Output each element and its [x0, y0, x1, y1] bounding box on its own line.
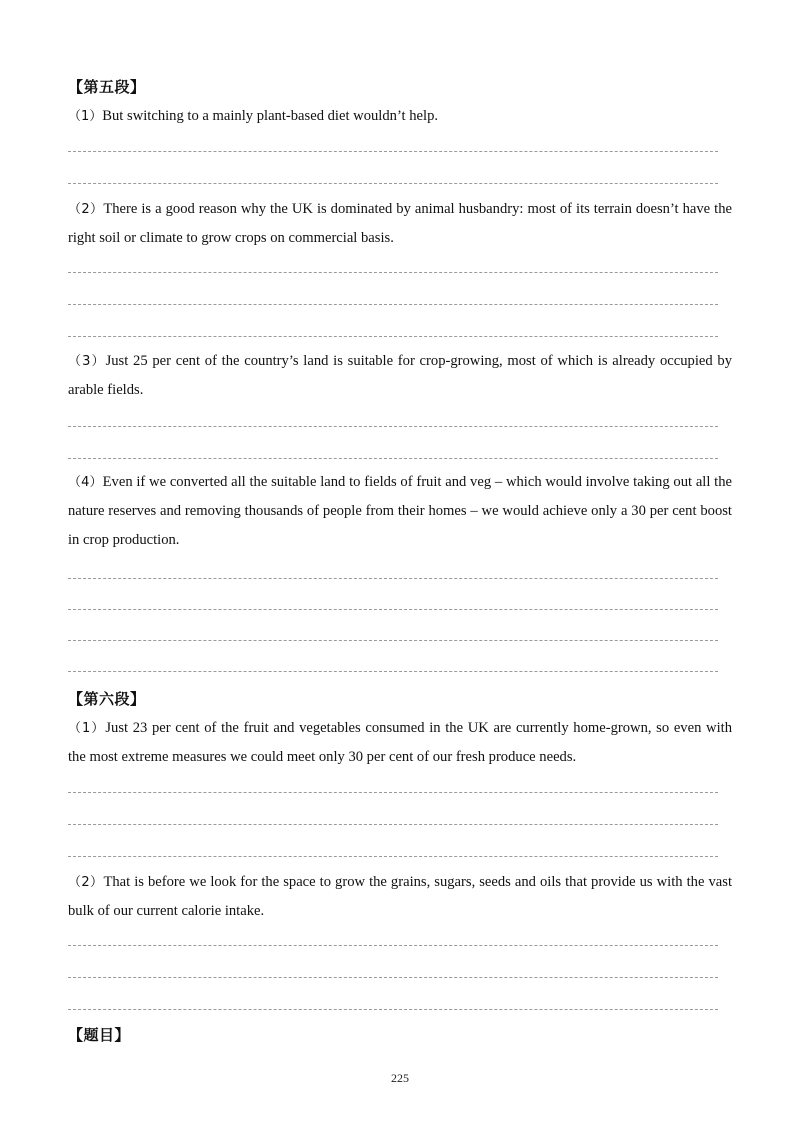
s5-sentence-4	[68, 468, 732, 555]
answer-line	[68, 183, 718, 184]
sentence-number: （1）	[68, 721, 106, 736]
answer-line	[68, 336, 718, 337]
answer-line	[68, 151, 718, 152]
answer-line	[68, 640, 718, 641]
section-6-heading: 【第六段】	[68, 690, 146, 708]
s6-sentence-2	[68, 868, 732, 926]
answer-line	[68, 824, 718, 825]
sentence-text: Just 23 per cent of the fruit and vegetables consumed in the UK are currently home-grown, so even with the most extreme measures we could meet only 30 per cent of our fresh produce needs.	[68, 720, 732, 765]
answer-line	[68, 671, 718, 672]
answer-line	[68, 458, 718, 459]
sentence-text: But switching to a mainly plant-based diet wouldn’t help.	[102, 108, 439, 124]
section-5-heading: 【第五段】	[68, 78, 146, 96]
answer-line	[68, 977, 718, 978]
sentence-number: （1）	[68, 109, 103, 124]
sentence-number: （2）	[68, 875, 104, 890]
sentence-text: There is a good reason why the UK is dominated by animal husbandry: most of its terrain doesn’t have the right soil or climate to grow crops on commercial basis.	[68, 201, 732, 246]
answer-line	[68, 856, 718, 857]
answer-line	[68, 304, 718, 305]
sentence-number: （3）	[68, 354, 106, 369]
answer-line	[68, 272, 718, 273]
answer-line	[68, 426, 718, 427]
page-number: 225	[391, 1071, 409, 1085]
s5-sentence-3	[68, 347, 732, 405]
question-heading: 【题目】	[68, 1026, 131, 1044]
s6-sentence-1	[68, 714, 732, 772]
answer-line	[68, 1009, 718, 1010]
sentence-text: Even if we converted all the suitable land to fields of fruit and veg – which would involve taking out all the nature reserves and removing thousands of people from their homes – we would achieve only a 30 per cent boost in crop production.	[68, 474, 732, 548]
answer-line	[68, 945, 718, 946]
answer-line	[68, 578, 718, 579]
sentence-number: （2）	[68, 202, 104, 217]
answer-line	[68, 609, 718, 610]
s5-sentence-1	[68, 102, 732, 131]
sentence-number: （4）	[68, 475, 103, 490]
sentence-text: That is before we look for the space to grow the grains, sugars, seeds and oils that provide us with the vast bulk of our current calorie intake.	[68, 874, 732, 919]
answer-line	[68, 792, 718, 793]
sentence-text: Just 25 per cent of the country’s land is suitable for crop-growing, most of which is already occupied by arable fields.	[68, 353, 732, 398]
s5-sentence-2	[68, 195, 732, 253]
